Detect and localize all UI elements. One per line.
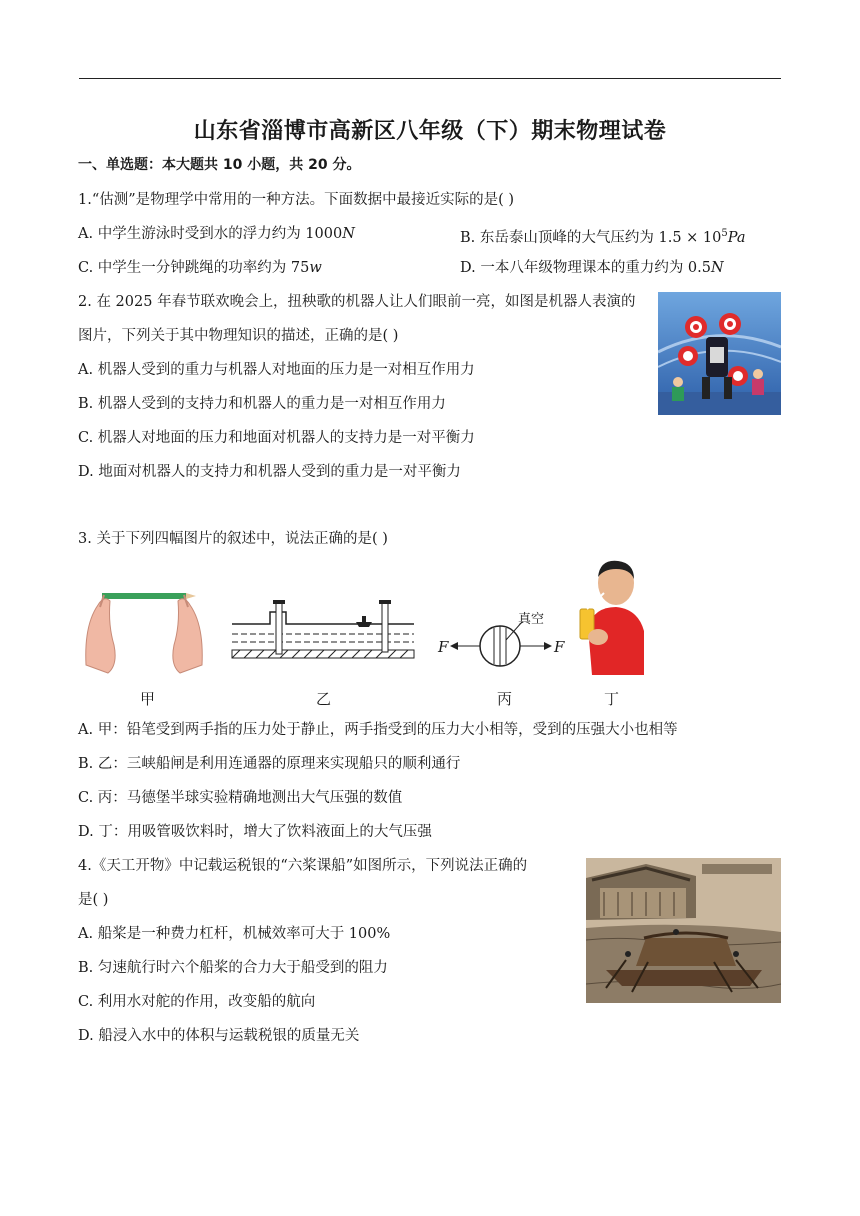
figure-bing-hemispheres [434, 604, 574, 674]
q4-option-d: D. 船浸入水中的体积与运载税银的质量无关 [78, 1028, 360, 1044]
q1-options-row2 [78, 258, 782, 278]
q3-option-a: A. 甲：铅笔受到两手指的压力处于静止，两手指受到的压力大小相等，受到的压强大小也相等 [78, 722, 678, 738]
caption-bing: 丙 [497, 690, 513, 708]
force-label-right: F [554, 638, 565, 656]
vacuum-label: 真空 [518, 612, 545, 627]
section-heading: 一、单选题：本大题共 10 小题，共 20 分。 [78, 157, 361, 173]
q2-option-c: C. 机器人对地面的压力和地面对机器人的支持力是一对平衡力 [78, 430, 475, 446]
robot-performance-image [658, 292, 781, 415]
q4-option-c: C. 利用水对舵的作用，改变船的航向 [78, 994, 316, 1010]
q3-option-c: C. 丙：马德堡半球实验精确地测出大气压强的数值 [78, 790, 403, 806]
figure-ding-boy-straw [574, 557, 650, 675]
q2-option-d: D. 地面对机器人的支持力和机器人受到的重力是一对平衡力 [78, 464, 461, 480]
force-label-left: F [438, 638, 449, 656]
q4-stem-line1: 4.《天工开物》中记载运税银的“六桨课船”如图所示，下列说法正确的 [78, 858, 528, 874]
caption-jia: 甲 [140, 690, 156, 708]
figure-yi-ship-lock [230, 596, 416, 662]
figure-jia-pencil [78, 585, 210, 675]
q2-option-b: B. 机器人受到的支持力和机器人的重力是一对相互作用力 [78, 396, 446, 412]
q4-stem-line2: 是( ) [78, 892, 109, 908]
q3-option-b: B. 乙：三峡船闸是利用连通器的原理来实现船只的顺利通行 [78, 756, 461, 772]
page-title: 山东省淄博市高新区八年级（下）期末物理试卷 [193, 119, 667, 144]
q1-stem: 1.“估测”是物理学中常用的一种方法。下面数据中最接近实际的是( ) [78, 192, 515, 208]
q3-option-d: D. 丁：用吸管吸饮料时，增大了饮料液面上的大气压强 [78, 824, 432, 840]
q1-option-b: B. 东岳泰山顶峰的大气压约为 $1.5 \times 10^5Pa$ [460, 228, 746, 246]
six-oar-boat-image [586, 858, 781, 1003]
q1-option-a: A. 中学生游泳时受到水的浮力约为 1000N [78, 226, 355, 242]
q1-option-d: D. 一本八年级物理课本的重力约为 0.5N [460, 260, 724, 276]
q3-stem: 3. 关于下列四幅图片的叙述中，说法正确的是( ) [78, 531, 388, 547]
q4-option-b: B. 匀速航行时六个船桨的合力大于船受到的阻力 [78, 960, 388, 976]
q2-stem-line1: 2. 在 2025 年春节联欢晚会上，扭秧歌的机器人让人们眼前一亮，如图是机器人表演的 [78, 294, 636, 310]
q1-option-c: C. 中学生一分钟跳绳的功率约为 75w [78, 260, 322, 276]
caption-ding: 丁 [604, 690, 620, 708]
caption-yi: 乙 [316, 690, 332, 708]
header-rule [79, 78, 781, 79]
q4-option-a: A. 船桨是一种费力杠杆，机械效率可大于 100% [78, 926, 391, 942]
q2-stem-line2: 图片，下列关于其中物理知识的描述，正确的是( ) [78, 328, 399, 344]
q1-options-row1 [78, 224, 782, 244]
q2-option-a: A. 机器人受到的重力与机器人对地面的压力是一对相互作用力 [78, 362, 475, 378]
